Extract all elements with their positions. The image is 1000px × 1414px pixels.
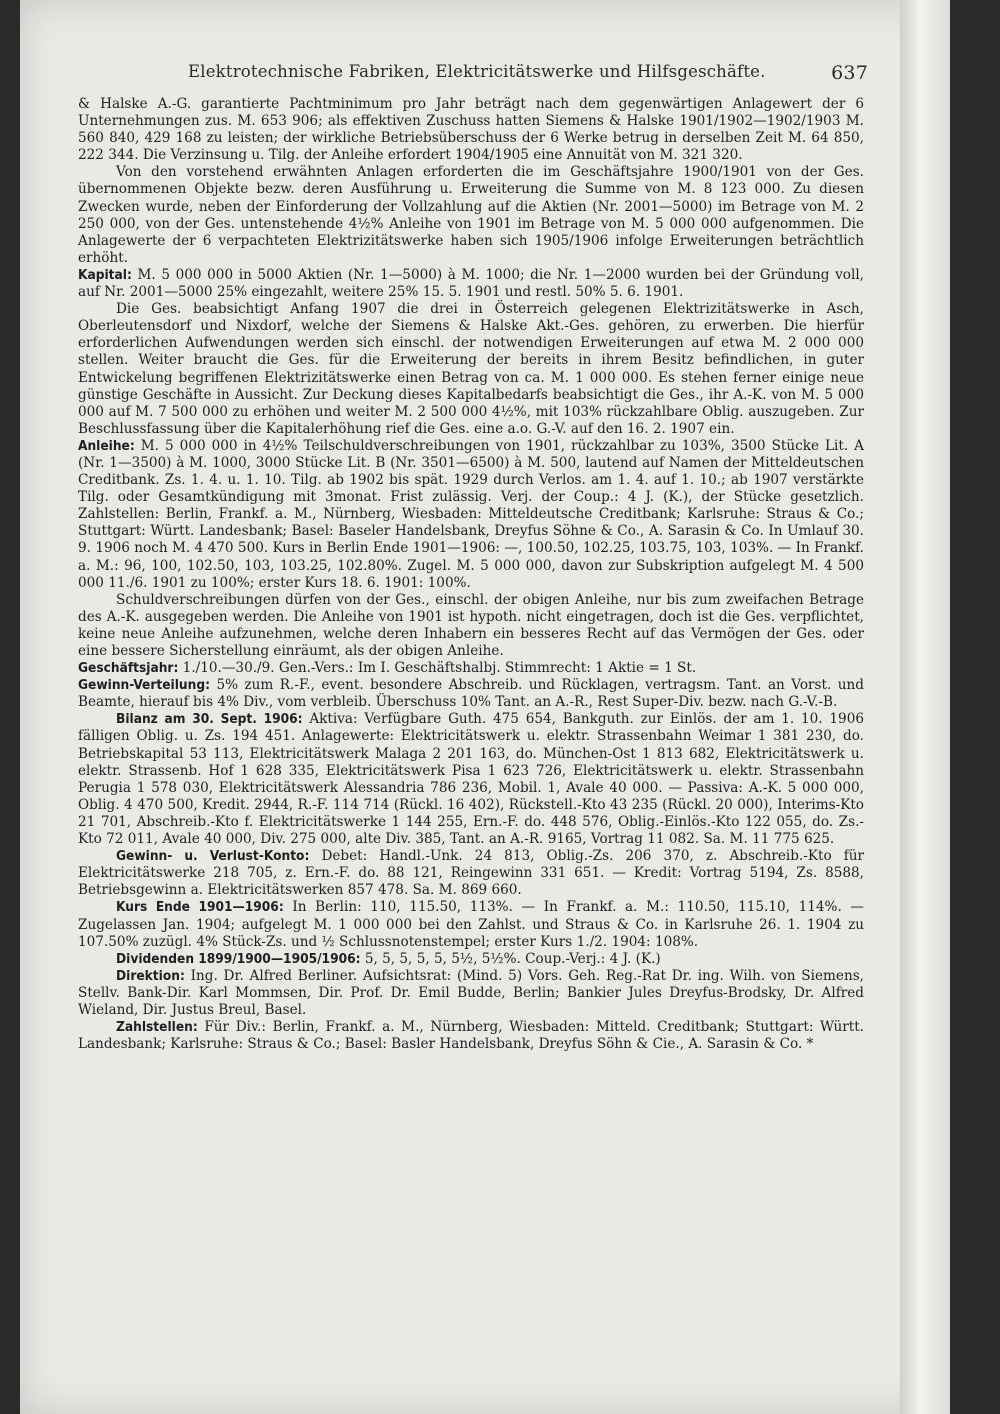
section-text: Für Div.: Berlin, Frankf. a. M., Nürnberg, Wiesbaden: Mitteld. Creditbank; Stuttgart: Württ. Landesbank; Karlsruhe: Straus & Co.; Basel: Basler Handelsbank, Dreyfus Söhn & Cie., A. Sarasin & Co. * — [78, 1019, 864, 1053]
section-text: 5% zum R.-F., event. besondere Abschreib. und Rücklagen, vertragsm. Tant. an Vorst. und Beamte, hierauf bis 4% Div., vom verbleib. Überschuss 10% Tant. an A.-R., Rest Super-Div. bezw. nach G.-V.-B. — [78, 677, 864, 711]
section-heading: Kurs Ende 1901—1906: — [116, 899, 284, 916]
section-bilanz — [78, 711, 864, 848]
section-heading: Kapital: — [78, 266, 132, 283]
section-text: Aktiva: Verfügbare Guth. 475 654, Bankguth. zur Einlös. der am 1. 10. 1906 fälligen Oblig. u. Zs. 194 451. Anlagewerte: Elektricitätswerk u. elektr. Strassenbahn Weimar 1 381 230, do. Betriebskapital 53 113, Elektricitätswerk Malaga 2 201 163, do. München-Ost 1 813 682, Elektricitätswerk u. elektr. Strassenb. Hof 1 628 335, Elektricitätswerk Pisa 1 623 726, Elektricitätswerk u. elektr. Strassenbahn Perugia 1 578 030, Elektricitätswerk Alessandria 786 236, Mobil. 1, Avale 40 000. — Passiva: A.-K. 5 000 000, Oblig. 4 470 500, Kredit. 2944, R.-F. 114 714 (Rückl. 16 402), Rückstell.-Kto 43 235 (Rückl. 20 000), Interims-Kto 21 701, Abschreib.-Kto f. Elektricitätswerke 1 144 255, Ern.-F. do. 448 576, Oblig.-Einlös.-Kto 122 055, do. Zs.-Kto 72 011, Avale 40 000, Div. 275 000, alte Div. 385, Tant. an A.-R. 9165, Vortrag 11 082. Sa. M. 11 775 625. — [78, 711, 864, 848]
section-heading: Anleihe: — [78, 437, 135, 454]
section-heading: Dividenden 1899/1900—1905/1906: — [116, 950, 361, 967]
section-dividenden — [78, 951, 864, 968]
paragraph — [78, 301, 864, 438]
body-text — [78, 96, 864, 1053]
section-kurs — [78, 899, 864, 950]
section-anleihe — [78, 438, 864, 592]
section-heading: Bilanz am 30. Sept. 1906: — [116, 711, 303, 728]
paragraph-text: Die Ges. beabsichtigt Anfang 1907 die drei in Österreich gelegenen Elektrizitätswerke in Asch, Oberleutensdorf und Nixdorf, welche der Siemens & Halske Akt.-Ges. gehören, zu erwerben. Die hierfür erforderlichen Aufwendungen werden sich einschl. der notwendigen Erweiterungen auf etwa M. 2 000 000 stellen. Weiter braucht die Ges. für die Erweiterung der bereits in ihrem Besitz befindlichen, in guter Entwickelung begriffenen Elektrizitätswerke einen Betrag von ca. M. 1 000 000. Es stehen ferner einige neue günstige Geschäfte in Aussicht. Zur Deckung dieses Kapitalbedarfs beabsichtigt die Ges., ihr A.-K. von M. 5 000 000 auf M. 7 500 000 zu erhöhen und weiter M. 2 500 000 4½%, mit 103% rückzahlbare Oblig. auszugeben. Zur Beschlussfassung über die Kapitalerhöhung rief die Ges. eine a.o. G.-V. auf den 16. 2. 1907 ein. — [78, 301, 864, 437]
section-heading: Geschäftsjahr: — [78, 660, 179, 677]
paragraph — [78, 592, 864, 660]
section-text: 1./10.—30./9. Gen.-Vers.: Im I. Geschäftshalbj. Stimmrecht: 1 Aktie = 1 St. — [182, 660, 697, 677]
paragraph — [78, 164, 864, 267]
section-text: M. 5 000 000 in 4½% Teilschuldverschreibungen von 1901, rückzahlbar zu 103%, 3500 Stücke Lit. A (Nr. 1—3500) à M. 1000, 3000 Stücke Lit. B (Nr. 3501—6500) à M. 500, lautend auf Namen der Mitteldeutschen Creditbank. Zs. 1. 4. u. 1. 10. Tilg. ab 1902 bis spät. 1929 durch Verlos. am 1. 4. auf 1. 10.; ab 1907 verstärkte Tilg. oder Gesamtkündigung mit 3monat. Frist zulässig. Verj. der Coup.: 4 J. (K.), der Stücke gesetzlich. Zahlstellen: Berlin, Frankf. a. M., Nürnberg, Wiesbaden: Mitteldeutsche Creditbank; Karlsruhe: Straus & Co.; Stuttgart: Württ. Landesbank; Basel: Baseler Handelsbank, Dreyfus Söhne & Co., A. Sarasin & Co. In Umlauf 30. 9. 1906 noch M. 4 470 500. Kurs in Berlin Ende 1901—1906: —, 100.50, 102.25, 103.75, 103, 103%. — In Frankf. a. M.: 96, 100, 102.50, 103, 103.25, 102.80%. Zugel. M. 5 000 000, davon zur Subskription aufgelegt M. 4 500 000 11./6. 1901 zu 100%; erster Kurs 18. 6. 1901: 100%. — [78, 437, 864, 591]
section-heading: Gewinn- u. Verlust-Konto: — [116, 848, 310, 865]
paragraph-text: & Halske A.-G. garantierte Pachtminimum pro Jahr beträgt nach dem gegenwärtigen Anlagewert der 6 Unternehmungen zus. M. 653 906; als effektiven Zuschuss hatten Siemens & Halske 1901/1902—1902/1903 M. 560 840, 429 168 zu leisten; der wirkliche Betriebsüberschuss der 6 Werke betrug in derselben Zeit M. 64 850, 222 344. Die Verzinsung u. Tilg. der Anleihe erfordert 1904/1905 eine Annuität von M. 321 320. — [78, 96, 864, 164]
section-gewinn-verlust — [78, 848, 864, 899]
section-text: In Berlin: 110, 115.50, 113%. — In Frankf. a. M.: 110.50, 115.10, 114%. — Zugelassen Jan. 1904; aufgelegt M. 1 000 000 bei den Zahlst. und Straus & Co. in Karlsruhe 26. 1. 1904 zu 107.50% zuzügl. 4% Stück-Zs. und ½ Schlussnotenstempel; erster Kurs 1./2. 1904: 108%. — [78, 899, 865, 950]
section-text: M. 5 000 000 in 5000 Aktien (Nr. 1—5000) à M. 1000; die Nr. 1—2000 wurden bei der Gründung voll, auf Nr. 2001—5000 25% eingezahlt, weitere 25% 15. 5. 1901 und restl. 50% 5. 6. 1901. — [78, 266, 865, 301]
section-direktion — [78, 968, 864, 1019]
section-geschaeftsjahr — [78, 660, 864, 677]
section-text: Ing. Dr. Alfred Berliner. Aufsichtsrat: (Mind. 5) Vors. Geh. Reg.-Rat Dr. ing. Wilh. von Siemens, Stellv. Bank-Dir. Karl Mommsen, Dir. Prof. Dr. Emil Budde, Berlin; Bankier Jules Dreyfus-Brodsky, Dr. Alfred Wieland, Dir. Justus Breul, Basel. — [78, 967, 864, 1018]
section-text: 5, 5, 5, 5, 5, 5½, 5½%. Coup.-Verj.: 4 J. (K.) — [364, 950, 661, 967]
page-header — [188, 62, 868, 84]
running-head: Elektrotechnische Fabriken, Elektricitätswerke und Hilfsgeschäfte. — [188, 62, 766, 81]
section-text: Debet: Handl.-Unk. 24 813, Oblig.-Zs. 206 370, z. Abschreib.-Kto für Elektricitätswerke 218 705, z. Ern.-F. do. 88 121, Reingewinn 331 651. — Kredit: Vortrag 5194, Zs. 8588, Betriebsgewinn a. Elektricitätswerken 857 478. Sa. M. 869 660. — [78, 848, 864, 899]
paragraph-text: Schuldverschreibungen dürfen von der Ges., einschl. der obigen Anleihe, nur bis zum zweifachen Betrage des A.-K. ausgegeben werden. Die Anleihe von 1901 ist hypoth. nicht eingetragen, doch ist die Ges. verpflichtet, keine neue Anleihe aufzunehmen, welche deren Inhabern ein besseres Recht auf das Vermögen der Ges. oder eine bessere Sicherstellung einräumt, als der obigen Anleihe. — [78, 591, 864, 659]
paragraph — [78, 96, 864, 164]
section-heading: Zahlstellen: — [116, 1019, 198, 1036]
page-edge — [900, 0, 950, 1414]
section-heading: Direktion: — [116, 967, 185, 984]
section-heading: Gewinn-Verteilung: — [78, 677, 210, 694]
paragraph-text: Von den vorstehend erwähnten Anlagen erforderten die im Geschäftsjahre 1900/1901 von der Ges. übernommenen Objekte bezw. deren Ausführung u. Erweiterung die Summe von M. 8 123 000. Zu diesen Zwecken wurde, neben der Einforderung der Vollzahlung auf die Aktien (Nr. 2001—5000) im Betrage von M. 2 250 000, von der Ges. untenstehende 4½% Anleihe von 1901 im Betrage von M. 5 000 000 aufgenommen. Die Anlagewerte der 6 verpachteten Elektrizitätswerke haben sich 1905/1906 infolge Erweiterungen beträchtlich erhöht. — [78, 164, 864, 266]
book-page — [20, 0, 950, 1414]
section-zahlstellen — [78, 1019, 864, 1053]
section-gewinn-verteilung — [78, 677, 864, 711]
section-kapital — [78, 267, 864, 301]
page-number: 637 — [831, 62, 868, 84]
